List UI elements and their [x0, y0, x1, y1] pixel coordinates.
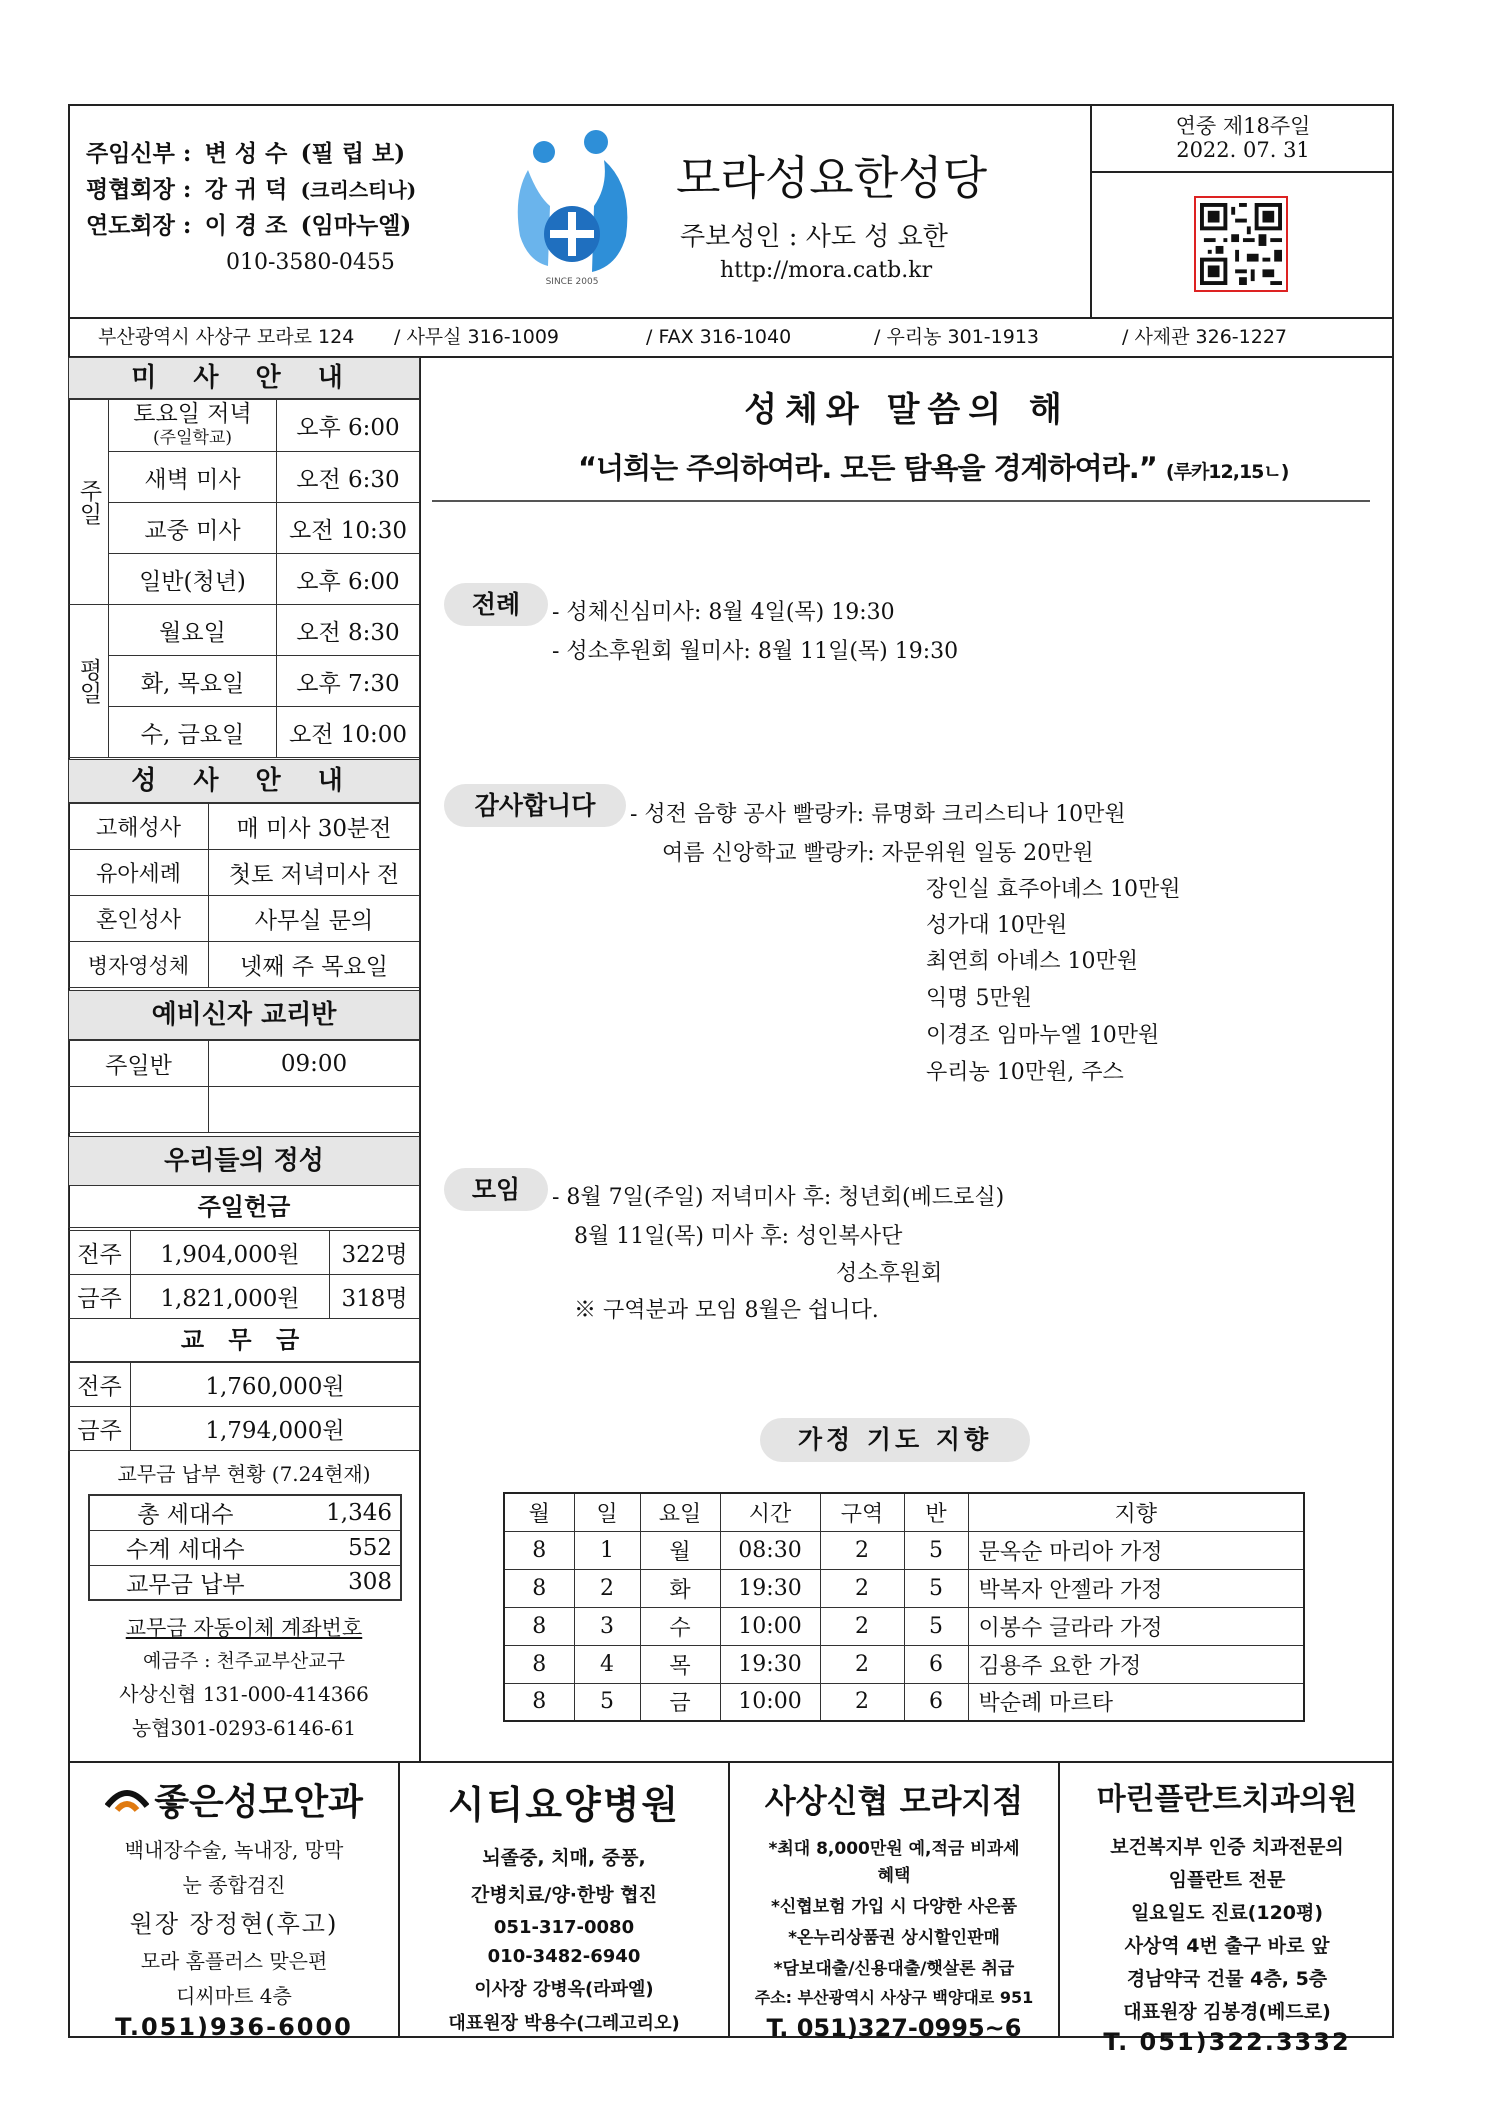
thanks-item: - 성전 음향 공사 빨랑카: 류명화 크리스티나 10만원 — [630, 802, 1126, 827]
farm-phone: / 우리농 301-1913 — [874, 326, 1040, 348]
prayer-cell: 수 — [640, 1607, 720, 1645]
catechumen-empty — [209, 1087, 420, 1133]
parish-logo — [508, 126, 636, 288]
auto-transfer-title: 교무금 자동이체 계좌번호 — [125, 1616, 363, 1640]
prayer-cell: 2 — [574, 1569, 640, 1607]
sacrament-name: 혼인성사 — [69, 896, 209, 942]
prayer-header: 지향 — [968, 1493, 1304, 1531]
status-value: 1,346 — [326, 1499, 392, 1526]
prayer-cell: 2 — [820, 1683, 904, 1721]
prayer-cell: 08:30 — [720, 1531, 820, 1569]
diocese-week: 금주 — [69, 1407, 131, 1451]
ad-phone: T. 051)322.3332 — [1103, 2028, 1351, 2056]
offering-count: 318명 — [330, 1275, 420, 1319]
ad-line: 경남약국 건물 4층, 5층 — [1126, 1968, 1328, 1990]
qr-code-icon[interactable] — [1194, 196, 1288, 292]
prayer-cell: 8 — [504, 1683, 574, 1721]
sacrament-name: 병자영성체 — [69, 942, 209, 988]
contact-phone: 010-3580-0455 — [226, 250, 395, 275]
rectory-phone: / 사제관 326-1227 — [1122, 326, 1288, 348]
prayer-cell: 월 — [640, 1531, 720, 1569]
thanks-label: 감사합니다 — [444, 784, 626, 827]
ad-line: 보건복지부 인증 치과전문의 — [1110, 1836, 1344, 1858]
sacrament-value: 넷째 주 목요일 — [209, 942, 420, 988]
mass-time: 오후 7:30 — [277, 656, 420, 707]
clergy-list — [86, 136, 416, 282]
ad-phone: T.051)936-6000 — [115, 2013, 353, 2041]
mass-name: 토요일 저녁 (주일학교) — [109, 400, 277, 452]
ad-line: 백내장수술, 녹내장, 망막 — [124, 1838, 344, 1862]
meeting-label: 모임 — [444, 1168, 548, 1211]
sacrament-name: 고해성사 — [69, 804, 209, 850]
account-number: 사상신협 131-000-414366 — [119, 1682, 369, 1706]
mass-name: 화, 목요일 — [109, 656, 277, 707]
status-value: 552 — [281, 1530, 401, 1565]
prayer-cell: 2 — [820, 1645, 904, 1683]
diocese-amount: 1,794,000원 — [131, 1407, 420, 1451]
prayer-cell: 5 — [904, 1607, 968, 1645]
prayer-cell: 8 — [504, 1531, 574, 1569]
status-value: 308 — [281, 1565, 401, 1600]
prayer-cell: 김용주 요한 가정 — [968, 1645, 1304, 1683]
prayer-cell: 8 — [504, 1645, 574, 1683]
liturgy-label: 전례 — [444, 583, 548, 626]
mass-time: 오후 6:00 — [277, 400, 420, 452]
date-divider — [1090, 171, 1394, 173]
meeting-item: 성소후원회 — [836, 1261, 943, 1286]
hospital-title: 시티요양병원 — [447, 1783, 681, 1827]
clergy-baptismal: (필 립 보) — [300, 140, 406, 167]
scripture-verse — [578, 446, 1288, 487]
patron-saint: 주보성인 : 사도 성 요한 — [680, 222, 948, 252]
ad-line: *신협보험 가입 시 다양한 사은품 — [770, 1897, 1018, 1917]
table-row — [504, 1645, 1304, 1683]
clergy-row — [86, 208, 416, 244]
dental-title: 마린플란트치과의원 — [1096, 1782, 1358, 1817]
table-row — [504, 1569, 1304, 1607]
catechumen-class: 주일반 — [69, 1041, 209, 1087]
logo-text: SINCE 2005 — [545, 277, 599, 287]
diocese-week: 전주 — [69, 1363, 131, 1407]
bulletin-date: 2022. 07. 31 — [1176, 138, 1310, 162]
account-holder: 예금주 : 천주교부산교구 — [142, 1650, 346, 1672]
mass-time: 오전 10:00 — [277, 707, 420, 758]
clergy-name: 이 경 조 — [204, 212, 288, 239]
prayer-cell: 2 — [820, 1531, 904, 1569]
status-label: 총 세대수 — [137, 1502, 234, 1529]
prayer-cell: 2 — [820, 1569, 904, 1607]
prayer-cell: 금 — [640, 1683, 720, 1721]
liturgy-item: - 성체신심미사: 8월 4일(목) 19:30 — [552, 600, 895, 625]
prayer-cell: 5 — [574, 1683, 640, 1721]
mass-name: 새벽 미사 — [109, 452, 277, 503]
ad-line: 눈 종합검진 — [182, 1873, 286, 1897]
prayer-cell: 5 — [904, 1569, 968, 1607]
mass-time: 오전 6:30 — [277, 452, 420, 503]
mass-time: 오전 8:30 — [277, 605, 420, 656]
ad-line: *담보대출/신용대출/햇살론 취급 — [773, 1959, 1015, 1979]
thanks-item: 우리농 10만원, 주스 — [926, 1060, 1124, 1085]
ad-line: 이사장 강병옥(라파엘) — [474, 1979, 654, 2000]
ad-line: 대표원장 박용수(그레고리오) — [448, 2013, 680, 2034]
catechumen-empty — [69, 1087, 209, 1133]
table-row — [504, 1531, 1304, 1569]
prayer-intention-title: 가정 기도 지향 — [760, 1418, 1030, 1462]
parish-logo-icon — [508, 126, 636, 288]
catechumen-time: 09:00 — [209, 1041, 420, 1087]
ad-line: 임플란트 전문 — [1168, 1869, 1286, 1891]
prayer-header: 요일 — [640, 1493, 720, 1531]
ad-credit-union[interactable] — [730, 1762, 1058, 2042]
prayer-cell: 8 — [504, 1607, 574, 1645]
catechumen-title: 예비신자 교리반 — [68, 990, 420, 1040]
eye-logo-icon — [105, 1780, 149, 1820]
offering-amount: 1,821,000원 — [131, 1275, 330, 1319]
website-link[interactable]: http://mora.catb.kr — [720, 258, 933, 283]
prayer-cell: 문옥순 마리아 가정 — [968, 1531, 1304, 1569]
prayer-cell: 6 — [904, 1683, 968, 1721]
prayer-cell: 19:30 — [720, 1569, 820, 1607]
ad-line: *최대 8,000만원 예,적금 비과세 — [768, 1839, 1020, 1859]
mass-time: 오후 6:00 — [277, 554, 420, 605]
prayer-intention-table — [503, 1492, 1305, 1722]
table-row — [504, 1683, 1304, 1721]
ad-phone: T. 051)327-0995~6 — [766, 2014, 1022, 2042]
sacrament-name: 유아세례 — [69, 850, 209, 896]
address-text: 부산광역시 사상구 모라로 124 — [98, 326, 355, 348]
table-row — [504, 1607, 1304, 1645]
status-label: 교무금 납부 — [89, 1565, 281, 1600]
ad-dental-clinic[interactable] — [1060, 1762, 1394, 2056]
weekday-label: 평일 — [69, 605, 109, 758]
sacrament-value: 첫토 저녁미사 전 — [209, 850, 420, 896]
sacrament-value: 매 미사 30분전 — [209, 804, 420, 850]
ad-line: 사상역 4번 출구 바로 앞 — [1124, 1935, 1330, 1957]
ad-director: 원장 장정현(후고) — [129, 1910, 339, 1938]
credit-union-title: 사상신협 모라지점 — [764, 1782, 1024, 1820]
mass-sub: (주일학교) — [153, 427, 232, 448]
prayer-cell: 4 — [574, 1645, 640, 1683]
clergy-row — [86, 136, 416, 172]
title-underline — [432, 500, 1370, 502]
clergy-row — [86, 172, 416, 208]
ad-line: 뇌졸중, 치매, 중풍, — [482, 1847, 646, 1869]
thanks-item: 이경조 임마누엘 10만원 — [926, 1023, 1160, 1048]
prayer-header: 반 — [904, 1493, 968, 1531]
mass-name: 월요일 — [109, 605, 277, 656]
sunday-offering-table — [68, 1230, 420, 1319]
thanks-item: 장인실 효주아녜스 10만원 — [926, 877, 1181, 902]
clergy-label: 연도회장 : — [86, 212, 192, 239]
ad-line: 혜택 — [877, 1866, 911, 1886]
sacraments-title: 성 사 안 내 — [68, 759, 420, 803]
prayer-cell: 3 — [574, 1607, 640, 1645]
clergy-baptismal: (임마누엘) — [300, 212, 412, 239]
meeting-item: - 8월 7일(주일) 저녁미사 후: 청년회(베드로실) — [552, 1185, 1005, 1210]
ad-line: 일요일도 진료(120평) — [1130, 1902, 1324, 1924]
address-bar — [68, 319, 1394, 356]
mass-name: 수, 금요일 — [109, 707, 277, 758]
mass-time: 오전 10:30 — [277, 503, 420, 554]
catechumen-table — [68, 1040, 420, 1133]
ad-line: 간병치료/양·한방 협진 — [471, 1884, 657, 1906]
mass-schedule-title: 미 사 안 내 — [68, 357, 420, 399]
clergy-name: 강 귀 덕 — [204, 176, 288, 203]
sunday-offering-title: 주일헌금 — [68, 1186, 420, 1228]
prayer-cell: 박복자 안젤라 가정 — [968, 1569, 1304, 1607]
prayer-header: 일 — [574, 1493, 640, 1531]
mass-schedule-table — [68, 399, 420, 758]
ad-hospital[interactable] — [400, 1762, 728, 2038]
meeting-item: 8월 11일(목) 미사 후: 성인복사단 — [574, 1224, 903, 1249]
prayer-cell: 이봉수 글라라 가정 — [968, 1607, 1304, 1645]
clergy-label: 평협회장 : — [86, 176, 192, 203]
prayer-header: 월 — [504, 1493, 574, 1531]
offering-amount: 1,904,000원 — [131, 1231, 330, 1275]
offering-week: 전주 — [69, 1231, 131, 1275]
diocese-amount: 1,760,000원 — [131, 1363, 420, 1407]
eye-clinic-header — [70, 1774, 398, 1826]
offerings-title: 우리들의 정성 — [68, 1136, 420, 1186]
account-number: 농협301-0293-6146-61 — [131, 1716, 357, 1740]
diocese-offering-table — [68, 1362, 420, 1451]
dues-status-table — [88, 1494, 402, 1601]
ad-phone: 010-3482-6940 — [487, 1946, 641, 1967]
sunday-label: 주일 — [69, 400, 109, 605]
clergy-baptismal: (크리스티나) — [300, 178, 417, 202]
parish-name: 모라성요한성당 — [676, 151, 988, 205]
status-label: 수계 세대수 — [89, 1530, 281, 1565]
diocese-offering-title: 교 무 금 — [68, 1318, 420, 1362]
prayer-cell: 2 — [820, 1607, 904, 1645]
thanks-item: 최연희 아녜스 10만원 — [926, 949, 1138, 974]
prayer-header: 구역 — [820, 1493, 904, 1531]
mass-name: 교중 미사 — [109, 503, 277, 554]
ad-phone: 051-317-0080 — [493, 1917, 635, 1938]
thanks-item: 성가대 10만원 — [926, 913, 1068, 938]
prayer-cell: 8 — [504, 1569, 574, 1607]
fax-number: / FAX 316-1040 — [646, 326, 792, 348]
prayer-cell: 목 — [640, 1645, 720, 1683]
dues-status-title: 교무금 납부 현황 (7.24현재) — [117, 1462, 371, 1486]
prayer-cell: 박순례 마르타 — [968, 1683, 1304, 1721]
sacraments-table — [68, 803, 420, 988]
ad-eye-clinic[interactable] — [70, 1762, 398, 2041]
offering-week: 금주 — [69, 1275, 131, 1319]
liturgical-season: 연중 제18주일 — [1175, 114, 1311, 138]
prayer-cell: 10:00 — [720, 1683, 820, 1721]
ad-line: *온누리상품권 상시할인판매 — [788, 1928, 1000, 1948]
office-phone: / 사무실 316-1009 — [394, 326, 560, 348]
prayer-cell: 10:00 — [720, 1607, 820, 1645]
prayer-header: 시간 — [720, 1493, 820, 1531]
ad-line: 모라 홈플러스 맞은편 — [140, 1949, 328, 1973]
mass-name: 일반(청년) — [109, 554, 277, 605]
ad-line: 디씨마트 4층 — [176, 1984, 292, 2008]
prayer-cell: 5 — [904, 1531, 968, 1569]
clergy-name: 변 성 수 — [204, 140, 288, 167]
prayer-cell: 6 — [904, 1645, 968, 1683]
offering-count: 322명 — [330, 1231, 420, 1275]
sacrament-value: 사무실 문의 — [209, 896, 420, 942]
clergy-label: 주임신부 : — [86, 140, 192, 167]
prayer-cell: 화 — [640, 1569, 720, 1607]
prayer-cell: 19:30 — [720, 1645, 820, 1683]
ad-line: 대표원장 김봉경(베드로) — [1123, 2001, 1331, 2023]
eye-clinic-title: 좋은성모안과 — [154, 1782, 363, 1823]
verse-text: “너희는 주의하여라. 모든 탐욕을 경계하여라.” — [578, 451, 1157, 485]
year-title: 성체와 말씀의 해 — [744, 390, 1070, 430]
liturgy-item: - 성소후원회 월미사: 8월 11일(목) 19:30 — [552, 639, 959, 664]
verse-reference: (루카12,15ㄴ) — [1165, 461, 1289, 483]
thanks-item: 여름 신앙학교 빨랑카: 자문위원 일동 20만원 — [662, 841, 1094, 866]
prayer-cell: 1 — [574, 1531, 640, 1569]
qr-pattern — [1200, 202, 1282, 286]
ad-line: 주소: 부산광역시 사상구 백양대로 951 — [754, 1988, 1034, 2007]
thanks-item: 익명 5만원 — [926, 986, 1032, 1011]
meeting-note: ※ 구역분과 모임 8월은 쉽니다. — [574, 1298, 879, 1323]
